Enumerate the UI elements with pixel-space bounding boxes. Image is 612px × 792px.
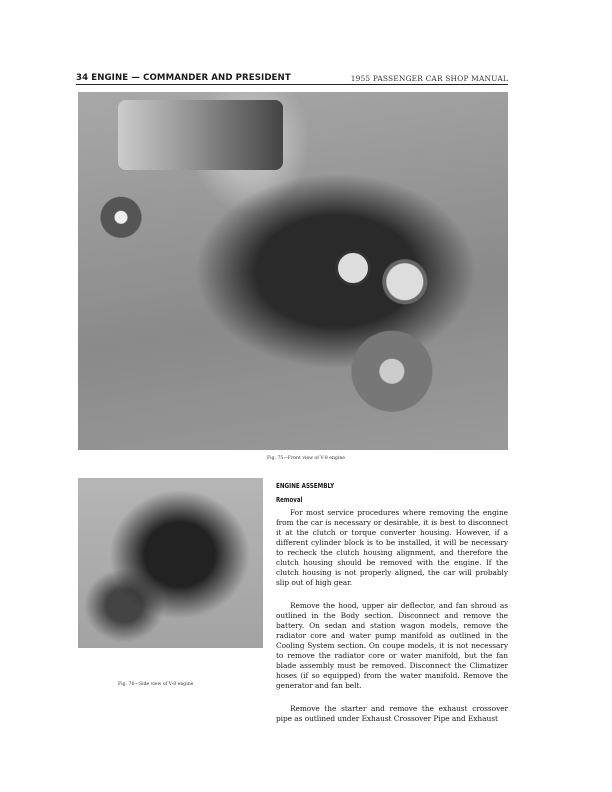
section-heading: ENGINE ASSEMBLY — [276, 482, 335, 490]
header-rule — [76, 84, 508, 85]
air-cleaner-graphic — [118, 100, 283, 170]
paragraph: Remove the hood, upper air deflector, and fan shroud as outlined in the Body section. Disconnect and remove the battery. On sedan and station wagon models, remove the radiator core and water pump manifold as outlined in the Cooling System section. On coupe models, it is not necessary to remove the radiator core or water manifold, but the fan blade assembly must be removed. Disconnect the Climatizer hoses (if so equipped) from the water manifold. Remove the generator and fan belt. — [276, 601, 508, 690]
paragraph: For most service procedures where removing the engine from the car is necessary or desirable, it is best to disconnect it at the clutch or torque converter housing. However, if a different cylinder block is to be installed, it will be necessary to recheck the clutch housing alignment, and therefore the clutch housing should be removed with the engine. If the clutch housing is not properly aligned, the car will probably slip out of high gear. — [276, 508, 508, 587]
paragraph: Remove the starter and remove the exhaust crossover pipe as outlined under Exhaust Crossover Pipe and Exhaust — [276, 704, 508, 723]
running-header-title: 34 ENGINE — COMMANDER AND PRESIDENT — [76, 73, 291, 83]
figure-76-caption: Fig. 76—Side view of V-8 engine — [118, 682, 194, 687]
figure-75-caption: Fig. 75—Front view of V-8 engine — [266, 456, 346, 461]
running-header-manual: 1955 PASSENGER CAR SHOP MANUAL — [350, 74, 508, 83]
text-column — [276, 482, 508, 737]
side-view-engine-photo — [78, 478, 263, 648]
fan-hub-graphic — [335, 250, 371, 286]
subsection-heading: Removal — [276, 496, 303, 504]
